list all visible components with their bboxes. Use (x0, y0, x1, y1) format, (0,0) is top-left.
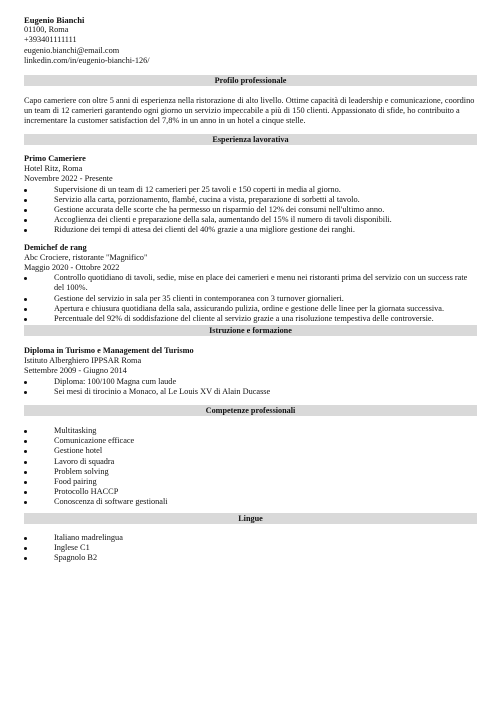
list-item: Controllo quotidiano di tavoli, sedie, mise en place dei camerieri e menu nei ristoranti prima del servizio con un success rate del 100%. (24, 273, 479, 293)
contact-email[interactable]: eugenio.bianchi@email.com (24, 45, 120, 55)
section-heading-experience: Esperienza lavorativa (24, 134, 477, 145)
list-item: Protocollo HACCP (24, 487, 479, 497)
list-item: Food pairing (24, 477, 479, 487)
list-item: Gestione del servizio in sala per 35 clienti in contemporanea con 3 turnover giornalieri. (24, 294, 479, 304)
list-item: Gestione accurata delle scorte che ha permesso un risparmio del 12% dei consumi nell'ultimo anno. (24, 205, 479, 215)
candidate-name: Eugenio Bianchi (24, 15, 85, 25)
list-item: Italiano madrelingua (24, 533, 479, 543)
profile-summary: Capo cameriere con oltre 5 anni di esperienza nella ristorazione di alto livello. Ottime capacità di leadership e comunicazione, coordino un team di 12 camerieri garantendo ogni giorno un servizio impeccabile a più di 150 clienti. Appassionato di sfide, ho contribuito a incrementare la customer satisfaction del 7,8% in un anno in un hotel a cinque stelle. (24, 96, 475, 126)
bullet-icon (24, 471, 27, 474)
bullet-icon (24, 219, 27, 222)
list-item: Comunicazione efficace (24, 436, 479, 446)
job-bullets (24, 185, 479, 236)
bullet-icon (24, 481, 27, 484)
bullet-icon (24, 461, 27, 464)
list-item: Spagnolo B2 (24, 553, 479, 563)
list-item: Riduzione dei tempi di attesa dei clienti del 40% grazie a una migliore gestione dei ranghi. (24, 225, 479, 235)
skills-section (24, 426, 479, 508)
contact-header (24, 15, 150, 66)
bullet-icon (24, 298, 27, 301)
list-item: Apertura e chiusura quotidiana della sala, assicurando pulizia, ordine e gestione delle linee per la giornata successiva. (24, 304, 479, 314)
list-item: Diploma: 100/100 Magna cum laude (24, 377, 479, 387)
bullet-icon (24, 189, 27, 192)
education-degree: Diploma in Turismo e Management del Turismo (24, 346, 194, 355)
education-school: Istituto Alberghiero IPPSAR Roma (24, 356, 142, 366)
job-period: Novembre 2022 - Presente (24, 174, 113, 184)
bullet-icon (24, 557, 27, 560)
list-item: Multitasking (24, 426, 479, 436)
bullet-icon (24, 318, 27, 321)
bullet-icon (24, 430, 27, 433)
bullet-icon (24, 229, 27, 232)
list-item: Percentuale del 92% di soddisfazione del cliente al servizio grazie a una risoluzione tempestiva delle controversie. (24, 314, 479, 324)
section-heading-education: Istruzione e formazione (24, 325, 477, 336)
bullet-icon (24, 308, 27, 311)
job-company: Abc Crociere, ristorante "Magnifico" (24, 252, 148, 262)
bullet-icon (24, 391, 27, 394)
list-item: Supervisione di un team di 12 camerieri per 25 tavoli e 150 coperti in media al giorno. (24, 185, 479, 195)
list-item: Inglese C1 (24, 543, 479, 553)
bullet-icon (24, 491, 27, 494)
bullet-icon (24, 199, 27, 202)
bullet-icon (24, 440, 27, 443)
experience-section (24, 154, 479, 324)
job-bullets (24, 273, 479, 324)
list-item: Lavoro di squadra (24, 457, 479, 467)
job-period: Maggio 2020 - Ottobre 2022 (24, 263, 120, 273)
job-entry (24, 243, 479, 325)
bullet-icon (24, 209, 27, 212)
education-period: Settembre 2009 - Giugno 2014 (24, 366, 127, 376)
list-item: Servizio alla carta, porzionamento, flambé, cucina a vista, preparazione di sorbetti al tavolo. (24, 195, 479, 205)
contact-city: 01100, Roma (24, 25, 69, 35)
job-company: Hotel Ritz, Roma (24, 164, 83, 174)
section-heading-skills: Competenze professionali (24, 405, 477, 416)
languages-section (24, 533, 479, 564)
list-item: Conoscenza di software gestionali (24, 497, 479, 507)
bullet-icon (24, 277, 27, 280)
bullet-icon (24, 381, 27, 384)
section-heading-languages: Lingue (24, 513, 477, 524)
profile-section (24, 96, 479, 127)
list-item: Accoglienza dei clienti e preparazione della sala, aumentando del 15% il numero di tavoli disponibili. (24, 215, 479, 225)
list-item: Problem solving (24, 467, 479, 477)
job-role: Demichef de rang (24, 242, 87, 252)
bullet-icon (24, 547, 27, 550)
bullet-icon (24, 450, 27, 453)
job-entry (24, 154, 479, 236)
job-role: Primo Cameriere (24, 154, 86, 163)
bullet-icon (24, 537, 27, 540)
languages-list (24, 533, 479, 564)
list-item: Sei mesi di tirocinio a Monaco, al Le Louis XV di Alain Ducasse (24, 387, 479, 397)
education-section (24, 346, 479, 397)
contact-linkedin[interactable]: linkedin.com/in/eugenio-bianchi-126/ (24, 55, 150, 65)
skills-list (24, 426, 479, 508)
list-item: Gestione hotel (24, 446, 479, 456)
section-heading-profile: Profilo professionale (24, 75, 477, 86)
contact-phone[interactable]: +393401111111 (24, 35, 77, 45)
bullet-icon (24, 501, 27, 504)
education-bullets (24, 377, 479, 397)
